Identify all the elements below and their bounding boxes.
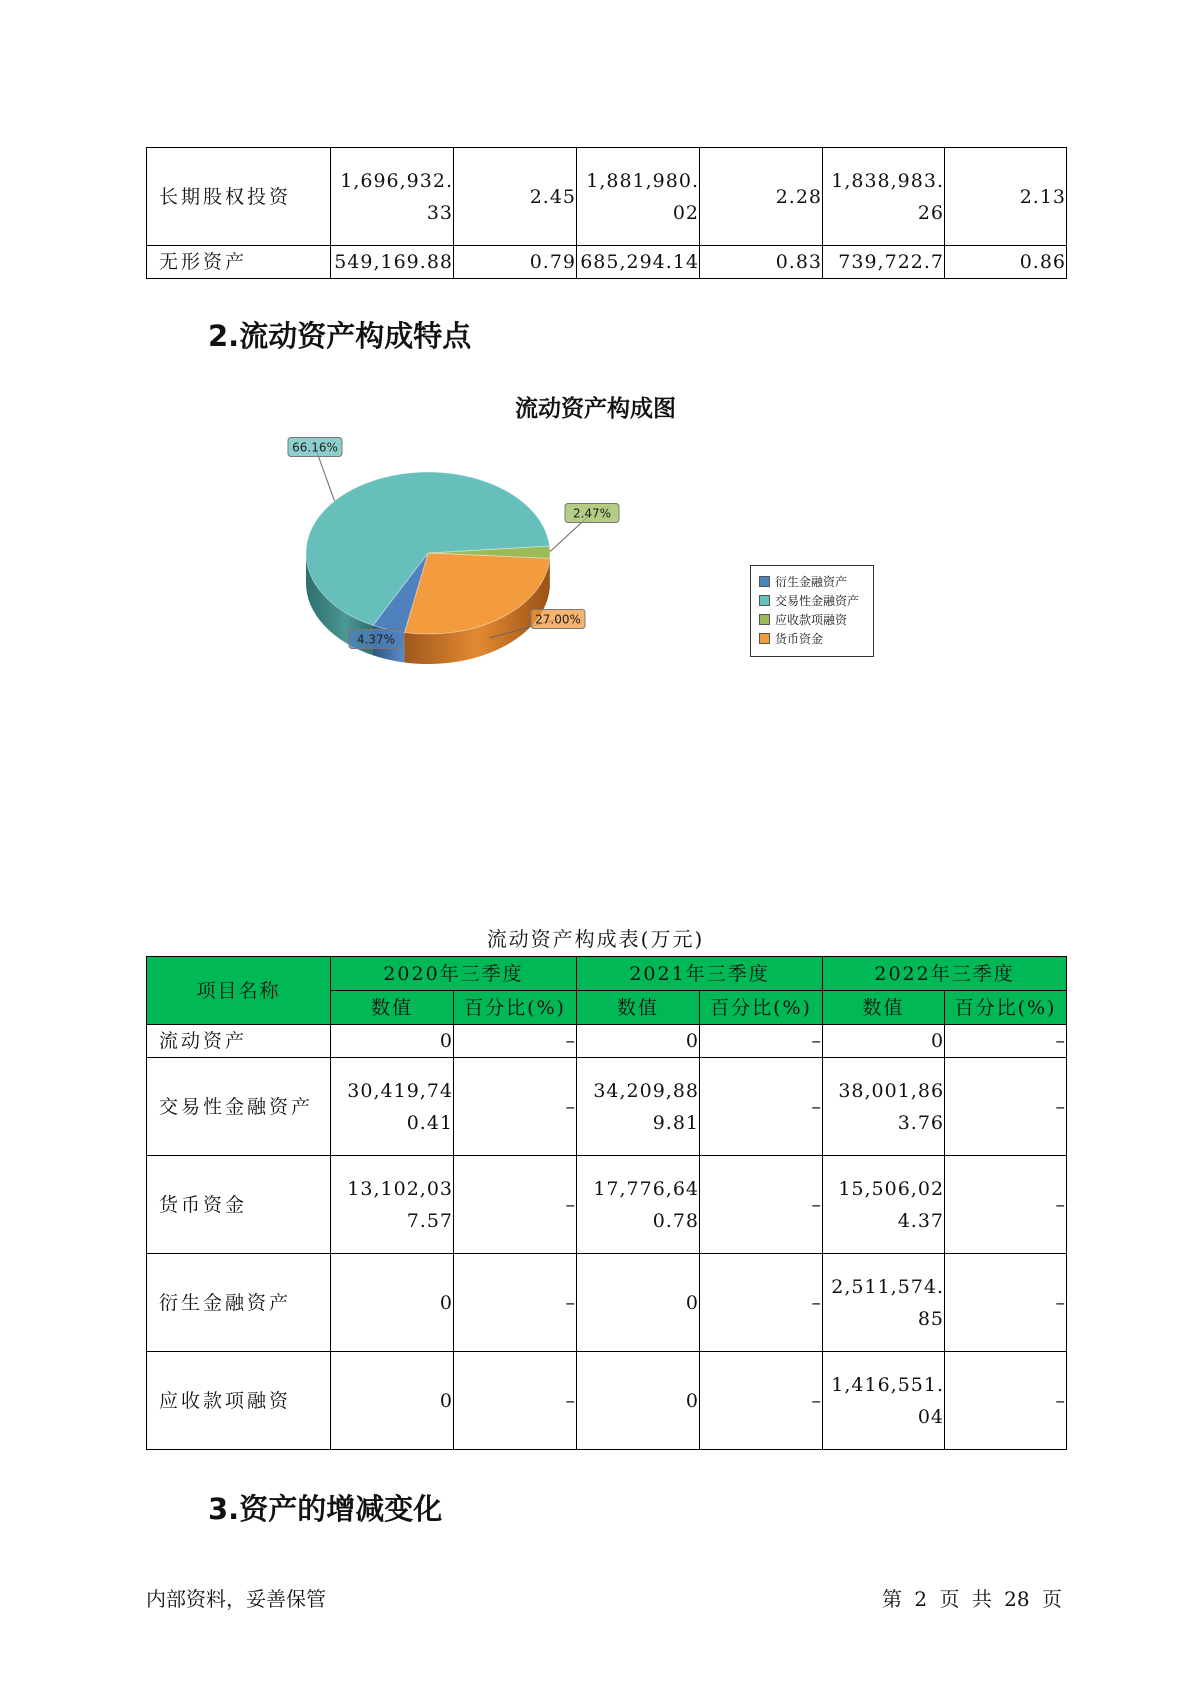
row-name: 长期股权投资	[147, 148, 331, 246]
header-year: 2022年三季度	[823, 957, 1067, 991]
cell-pct: 2.13	[945, 148, 1067, 246]
table-row	[147, 246, 1067, 279]
cell-value: 0	[331, 1352, 454, 1450]
legend-item	[759, 629, 873, 648]
row-name: 货币资金	[147, 1156, 331, 1254]
table-row	[147, 1156, 1067, 1254]
cell-pct: 2.28	[700, 148, 823, 246]
data-label: 66.16%	[292, 440, 338, 455]
cell-value: 685,294.14	[577, 246, 700, 279]
header-value: 数值	[823, 991, 945, 1025]
data-label: 2.47%	[572, 506, 612, 521]
cell-pct: 2.45	[454, 148, 577, 246]
cell-value: 0	[577, 1254, 700, 1352]
page-number: 第 2 页 共 28 页	[882, 1587, 1062, 1611]
table-row	[147, 1058, 1067, 1156]
cell-pct: –	[700, 1254, 823, 1352]
top-asset-table	[146, 147, 1067, 279]
legend-swatch	[759, 576, 770, 587]
header-item-name: 项目名称	[147, 957, 331, 1025]
legend-item	[759, 610, 873, 629]
header-pct: 百分比(%)	[700, 991, 823, 1025]
legend-swatch	[759, 614, 770, 625]
data-label: 4.37%	[356, 632, 396, 647]
cell-pct: –	[454, 1156, 577, 1254]
header-pct: 百分比(%)	[945, 991, 1067, 1025]
cell-value: 15,506,024.37	[823, 1156, 945, 1254]
cell-value: 0	[823, 1025, 945, 1058]
cell-value: 0	[577, 1352, 700, 1450]
header-year: 2021年三季度	[577, 957, 823, 991]
cell-value: 1,881,980.02	[577, 148, 700, 246]
table-row	[147, 1352, 1067, 1450]
cell-pct: 0.79	[454, 246, 577, 279]
table-row	[147, 148, 1067, 246]
legend-swatch	[759, 633, 770, 644]
legend-label: 衍生金融资产	[775, 575, 848, 589]
header-pct: 百分比(%)	[454, 991, 577, 1025]
chart-title: 流动资产构成图	[515, 396, 676, 422]
legend-item	[759, 591, 873, 610]
current-assets-table	[146, 956, 1067, 1450]
footer-note: 内部资料，妥善保管	[146, 1587, 326, 1611]
cell-pct: –	[454, 1025, 577, 1058]
cell-value: 1,696,932.33	[331, 148, 454, 246]
row-name: 交易性金融资产	[147, 1058, 331, 1156]
table-caption: 流动资产构成表(万元)	[486, 927, 705, 951]
data-label: 27.00%	[535, 612, 581, 627]
cell-pct: –	[700, 1156, 823, 1254]
cell-value: 17,776,640.78	[577, 1156, 700, 1254]
row-name: 无形资产	[147, 246, 331, 279]
cell-pct: 0.86	[945, 246, 1067, 279]
table-row	[147, 1254, 1067, 1352]
chart-legend	[750, 565, 874, 657]
row-name: 应收款项融资	[147, 1352, 331, 1450]
cell-pct: –	[454, 1254, 577, 1352]
cell-pct: –	[945, 1025, 1067, 1058]
legend-label: 应收款项融资	[775, 613, 848, 627]
cell-pct: –	[454, 1058, 577, 1156]
cell-value: 38,001,863.76	[823, 1058, 945, 1156]
cell-value: 549,169.88	[331, 246, 454, 279]
table-row	[147, 1025, 1067, 1058]
header-year: 2020年三季度	[331, 957, 577, 991]
cell-value: 30,419,740.41	[331, 1058, 454, 1156]
cell-pct: –	[945, 1352, 1067, 1450]
section-heading-2: 2.流动资产构成特点	[208, 319, 472, 353]
cell-value: 739,722.7	[823, 246, 945, 279]
row-name: 流动资产	[147, 1025, 331, 1058]
header-value: 数值	[331, 991, 454, 1025]
cell-pct: –	[700, 1025, 823, 1058]
legend-label: 交易性金融资产	[775, 594, 860, 608]
section-heading-3: 3.资产的增减变化	[208, 1492, 443, 1526]
header-row	[147, 957, 1067, 991]
cell-value: 13,102,037.57	[331, 1156, 454, 1254]
cell-pct: –	[945, 1254, 1067, 1352]
cell-value: 0	[577, 1025, 700, 1058]
cell-pct: –	[700, 1058, 823, 1156]
cell-pct: –	[700, 1352, 823, 1450]
legend-label: 货币资金	[775, 632, 824, 646]
cell-pct: –	[945, 1156, 1067, 1254]
cell-value: 1,416,551.04	[823, 1352, 945, 1450]
cell-pct: 0.83	[700, 246, 823, 279]
cell-value: 2,511,574.85	[823, 1254, 945, 1352]
row-name: 衍生金融资产	[147, 1254, 331, 1352]
legend-item	[759, 572, 873, 591]
pie-chart	[0, 420, 1191, 780]
cell-value: 34,209,889.81	[577, 1058, 700, 1156]
cell-value: 1,838,983.26	[823, 148, 945, 246]
cell-pct: –	[454, 1352, 577, 1450]
cell-value: 0	[331, 1025, 454, 1058]
legend-swatch	[759, 595, 770, 606]
header-value: 数值	[577, 991, 700, 1025]
cell-value: 0	[331, 1254, 454, 1352]
cell-pct: –	[945, 1058, 1067, 1156]
